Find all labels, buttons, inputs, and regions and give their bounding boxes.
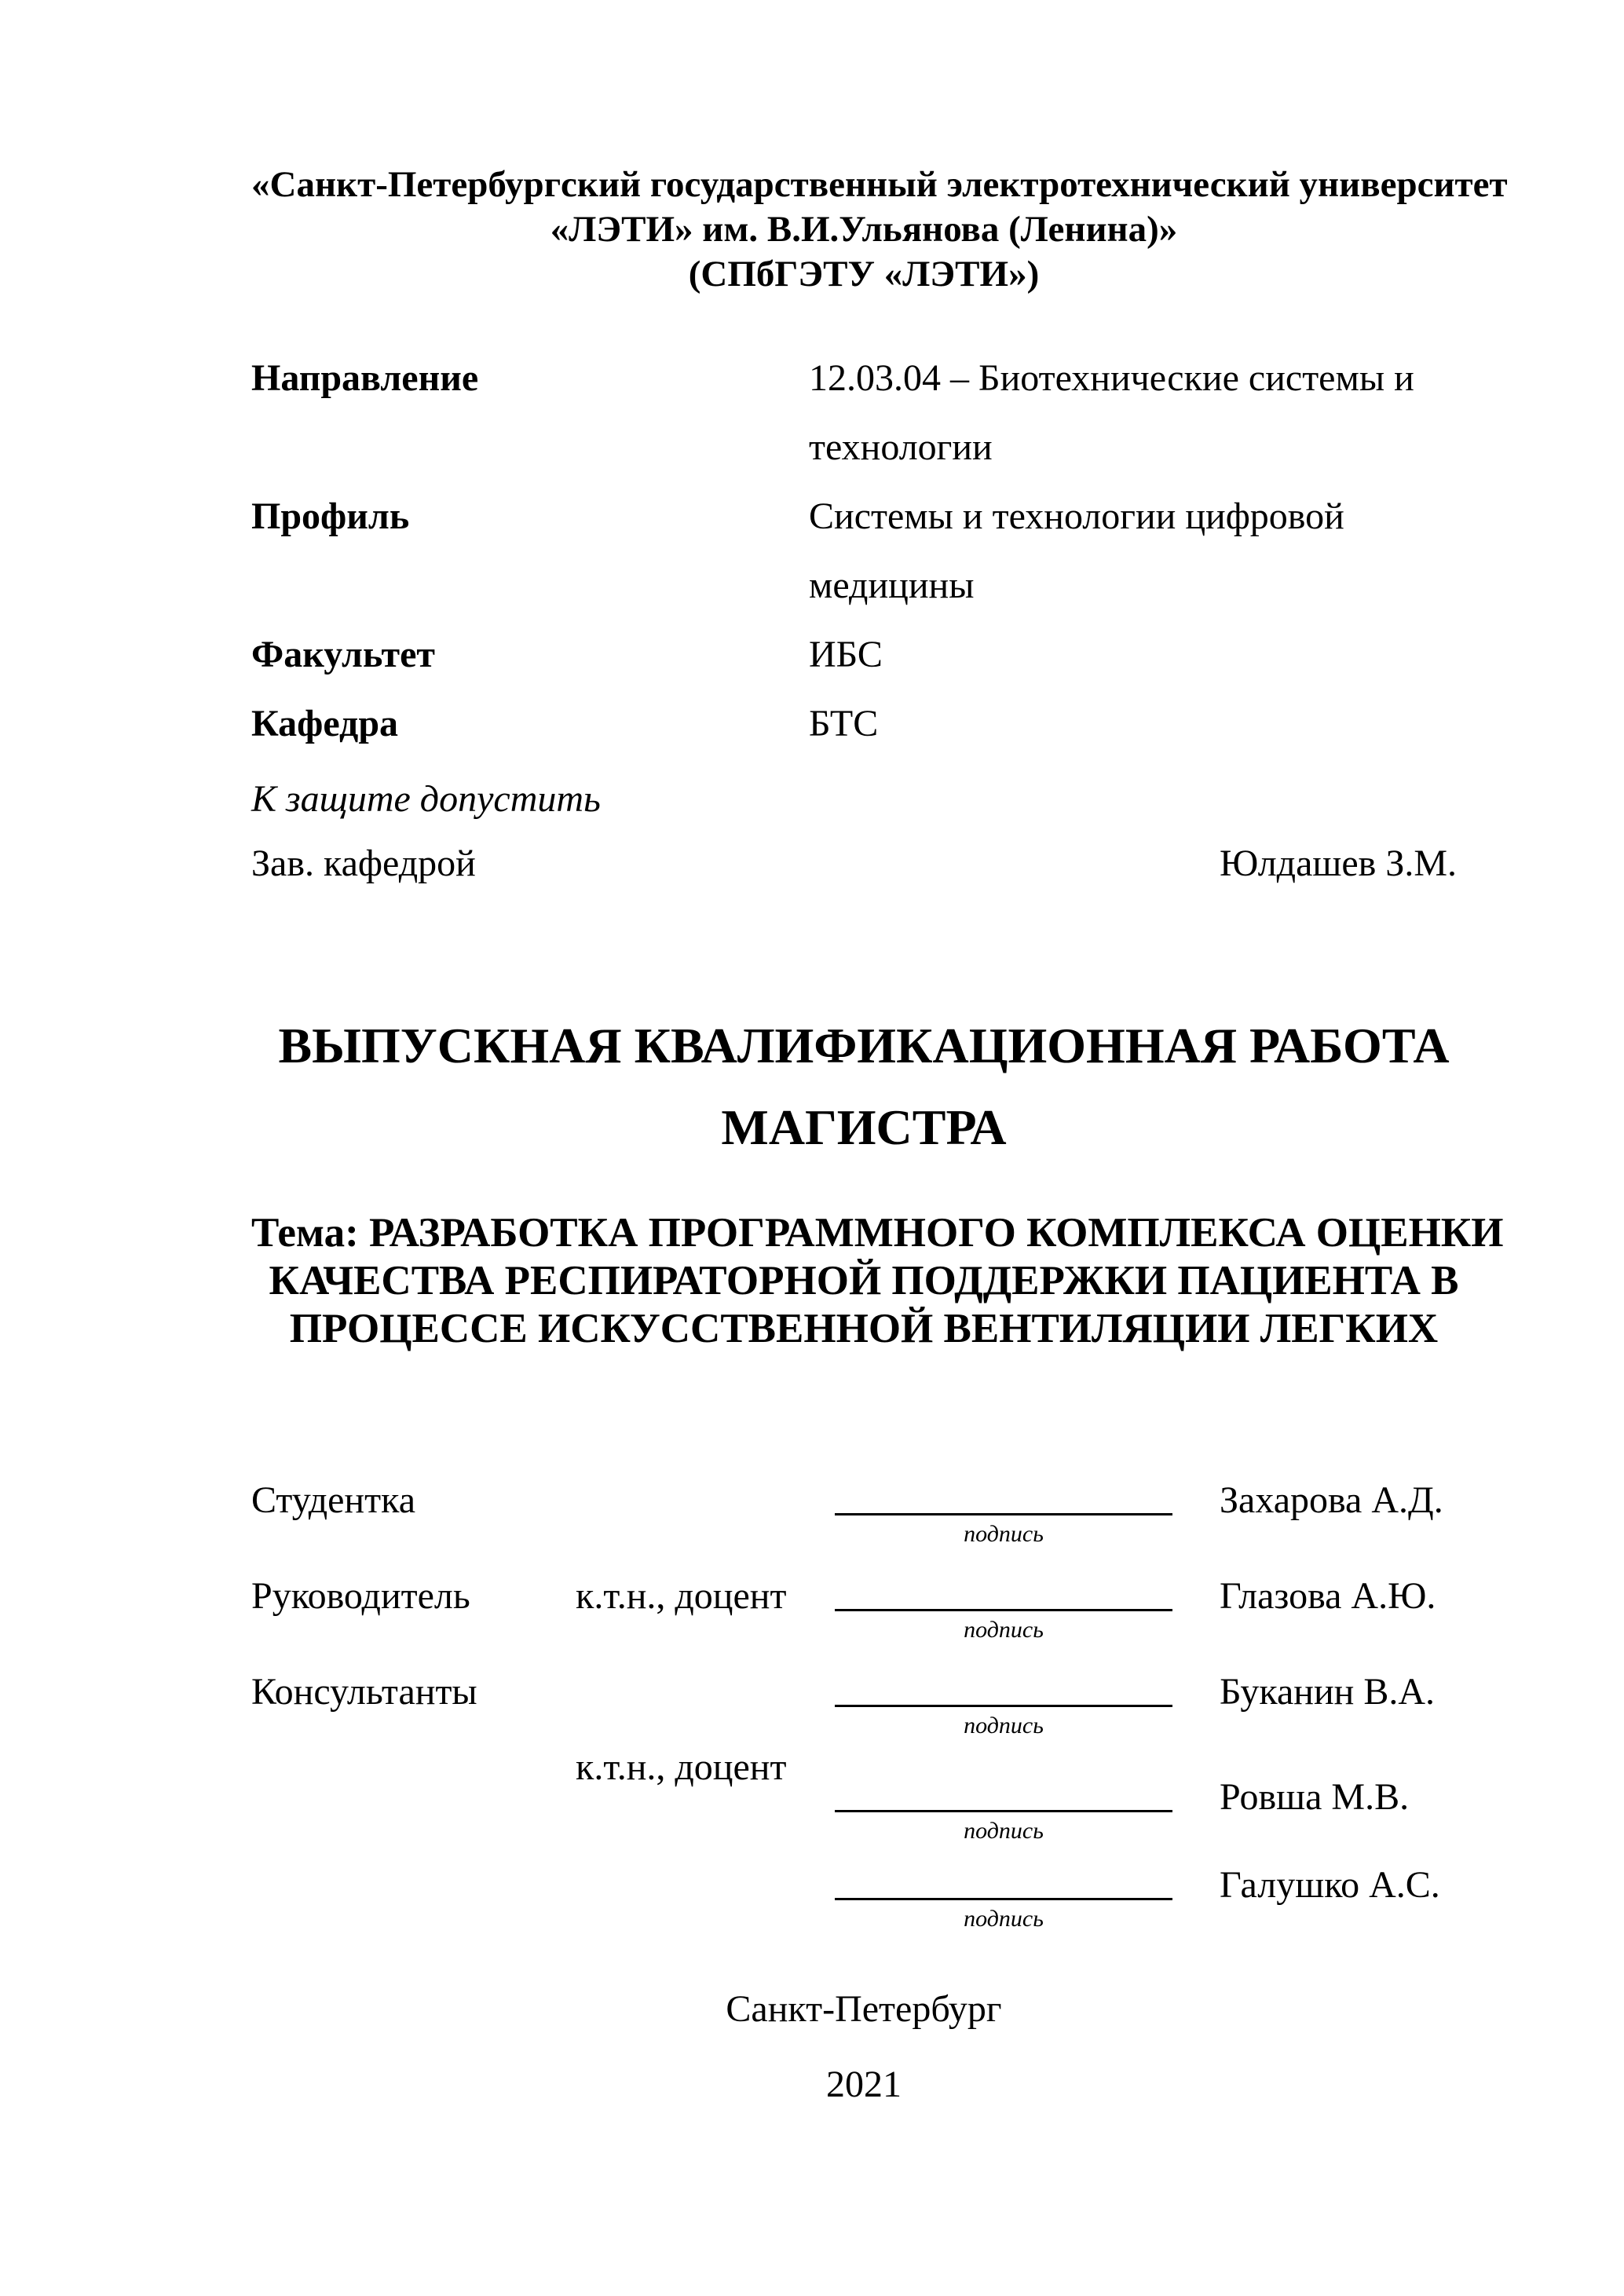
signature-line (835, 1898, 1172, 1900)
thesis-title (251, 1005, 1476, 1168)
university-header (251, 163, 1508, 297)
field-value-line: технологии (809, 426, 993, 468)
university-name-line-3: (СПбГЭТУ «ЛЭТИ») (688, 254, 1040, 294)
signature-role-label: Студентка (251, 1479, 415, 1521)
field-row-profile (251, 482, 1476, 620)
field-value-faculty (809, 620, 1476, 689)
field-row-direction (251, 344, 1476, 482)
program-fields (251, 344, 1476, 759)
signature-row-consultant-1 (251, 1669, 1476, 1788)
admission-permit-line: К защите допустить (251, 778, 601, 820)
admission-block (251, 776, 1476, 887)
department-head-row (251, 840, 1476, 887)
signature-caption: подпись (964, 1521, 1044, 1547)
signature-field (835, 1477, 1172, 1549)
thesis-title-line-1: ВЫПУСКНАЯ КВАЛИФИКАЦИОННАЯ РАБОТА (278, 1018, 1450, 1073)
signature-role-label (251, 1774, 576, 1846)
field-label-department: Кафедра (251, 703, 399, 744)
field-value-line: медицины (809, 565, 975, 606)
thesis-title-line-2: МАГИСТРА (721, 1099, 1007, 1155)
department-head-label: Зав. кафедрой (251, 843, 476, 884)
university-name-line-2: «ЛЭТИ» им. В.И.Ульянова (Ленина)» (550, 209, 1178, 250)
signature-person-name: Глазова А.Ю. (1220, 1575, 1436, 1617)
field-row-faculty (251, 620, 1476, 689)
signature-line (835, 1609, 1172, 1611)
footer-city: Санкт-Петербург (726, 1988, 1002, 2030)
thesis-theme-line-1: Тема: РАЗРАБОТКА ПРОГРАММНОГО КОМПЛЕКСА ОЦЕНКИ (251, 1210, 1504, 1256)
signature-degree-label (576, 1774, 835, 1846)
signature-field (835, 1573, 1172, 1645)
signature-row-consultant-3 (251, 1862, 1476, 1934)
signature-person-name: Захарова А.Д. (1220, 1479, 1443, 1521)
footer-year: 2021 (826, 2064, 902, 2105)
signature-block (251, 1477, 1476, 1934)
signature-field (835, 1862, 1172, 1934)
signature-line (835, 1513, 1172, 1515)
signature-degree-label: к.т.н., доцент (576, 1746, 787, 1788)
signature-degree-label (576, 1669, 835, 1741)
signature-role-label: Консультанты (251, 1671, 477, 1713)
signature-person-name: Буканин В.А. (1220, 1671, 1436, 1713)
signature-degree-label (576, 1477, 835, 1549)
signature-degree-label (576, 1862, 835, 1934)
signature-field (835, 1669, 1172, 1741)
field-value-profile (809, 482, 1476, 620)
field-label-direction: Направление (251, 357, 479, 399)
field-value-line: ИБС (809, 634, 883, 675)
signature-field (835, 1774, 1172, 1846)
signature-row-student (251, 1477, 1476, 1549)
signature-role-label: Руководитель (251, 1575, 470, 1617)
field-value-line: БТС (809, 703, 879, 744)
thesis-theme-line-3: ПРОЦЕССЕ ИСКУССТВЕННОЙ ВЕНТИЛЯЦИИ ЛЕГКИХ (289, 1306, 1439, 1351)
field-value-department (809, 689, 1476, 759)
signature-role-label (251, 1862, 576, 1934)
university-name-line-1: «Санкт-Петербургский государственный электротехнический университет (251, 164, 1508, 205)
field-value-direction (809, 344, 1476, 482)
department-head-name: Юлдашев З.М. (1220, 843, 1458, 884)
signature-line (835, 1810, 1172, 1812)
field-value-line: Системы и технологии цифровой (809, 495, 1344, 537)
signature-line (835, 1705, 1172, 1707)
signature-person-name: Галушко А.С. (1220, 1864, 1440, 1906)
field-row-department (251, 689, 1476, 759)
field-value-line: 12.03.04 – Биотехнические системы и (809, 357, 1414, 399)
signature-caption: подпись (964, 1906, 1044, 1932)
field-label-profile: Профиль (251, 495, 410, 537)
signature-degree-label: к.т.н., доцент (576, 1575, 787, 1617)
signature-person-name: Ровша М.В. (1220, 1776, 1410, 1818)
document-footer (251, 1986, 1476, 2108)
thesis-theme (251, 1209, 1504, 1353)
thesis-theme-line-2: КАЧЕСТВА РЕСПИРАТОРНОЙ ПОДДЕРЖКИ ПАЦИЕНТА В (269, 1258, 1459, 1303)
signature-caption: подпись (964, 1818, 1044, 1844)
field-label-faculty: Факультет (251, 634, 435, 675)
signature-row-supervisor (251, 1573, 1476, 1645)
signature-row-consultant-2 (251, 1774, 1476, 1846)
signature-caption: подпись (964, 1713, 1044, 1738)
signature-caption: подпись (964, 1617, 1044, 1643)
